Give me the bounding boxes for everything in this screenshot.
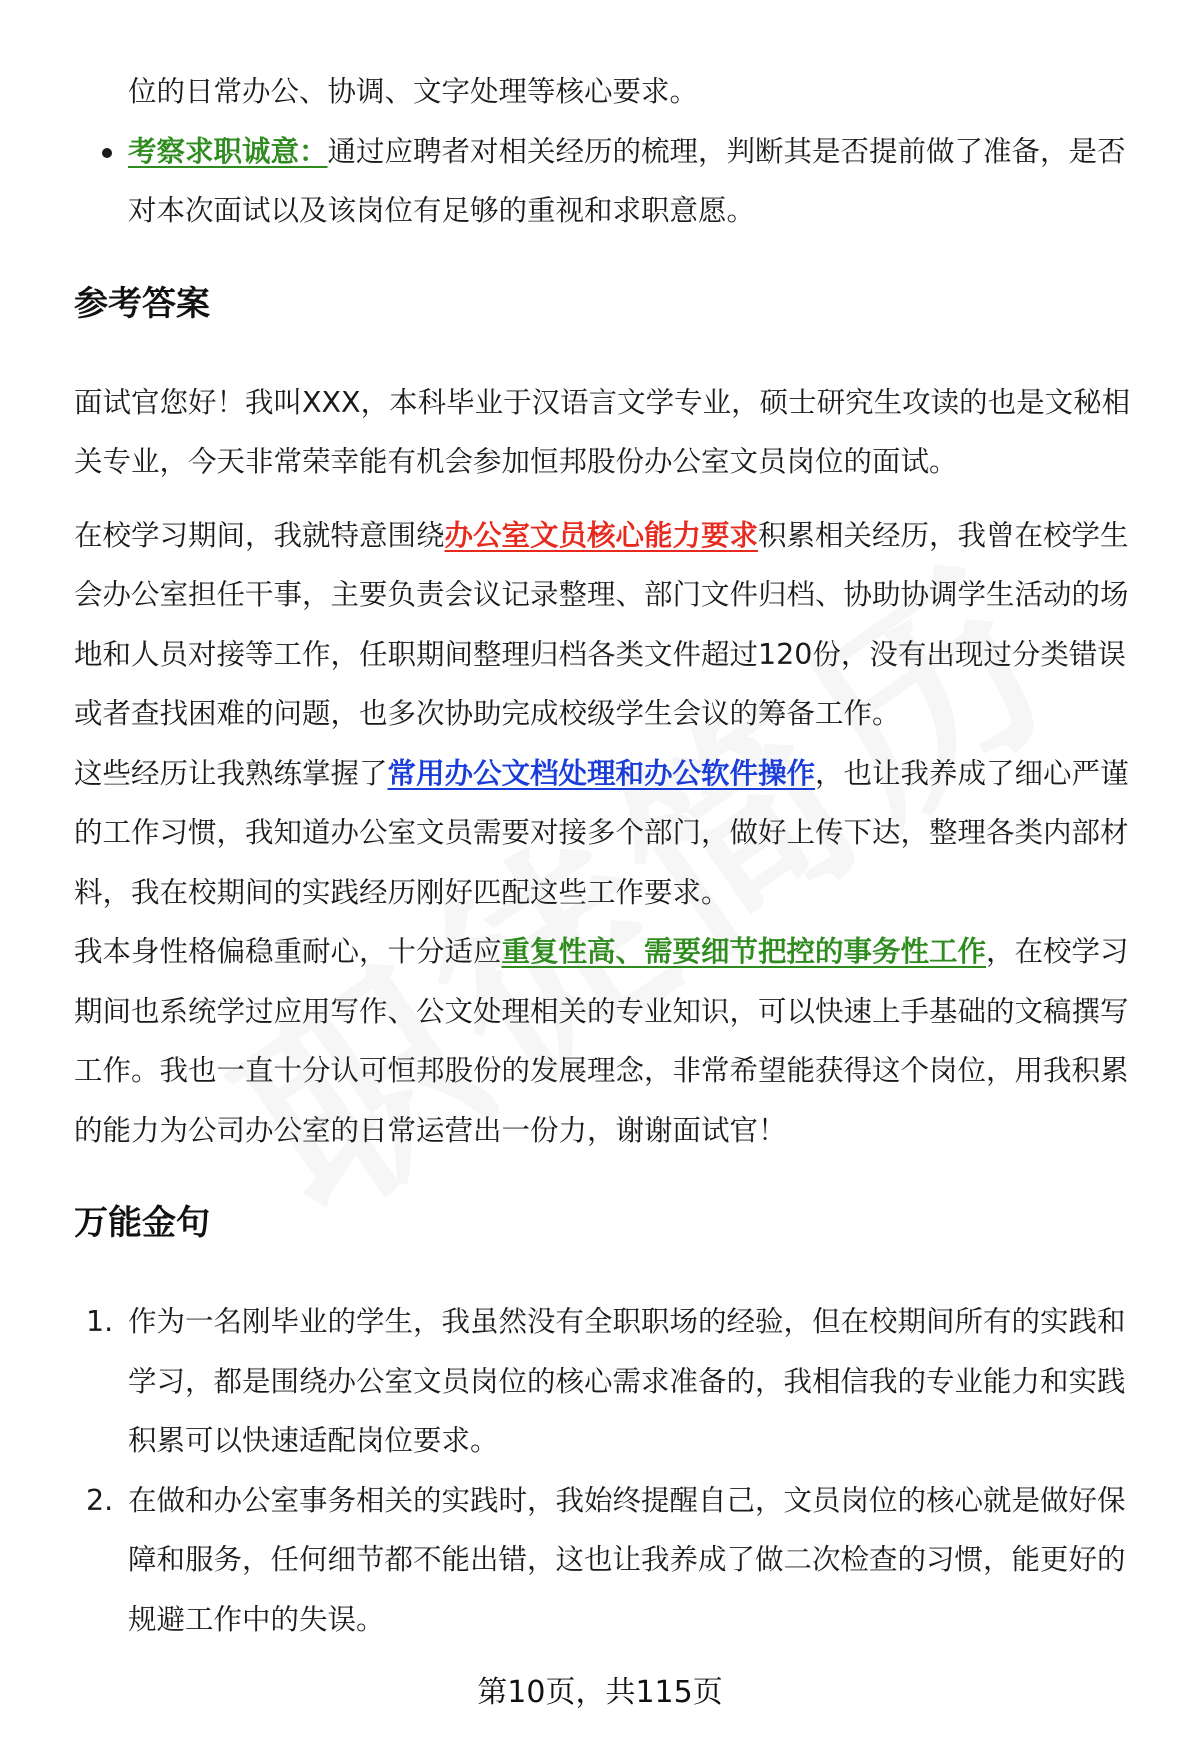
list-item-text: 在做和办公室事务相关的实践时，我始终提醒自己，文员岗位的核心就是做好保障和服务，任何细节都不能出错，这也让我养成了做二次检查的习惯，能更好的规避工作中的失误。	[128, 1483, 1126, 1636]
text-run: ，在校学习期间也系统学过应用写作、公文处理相关的专业知识，可以快速上手基础的文稿撰写工作。我也一直十分认可恒邦股份的发展理念，非常希望能获得这个岗位，用我积累的能力为公司办公室的日常运营出一份力，谢谢面试官！	[74, 935, 1129, 1147]
list-item	[74, 1471, 1144, 1650]
section-heading-golden: 万能金句	[74, 1203, 210, 1243]
document-page	[74, 62, 1144, 1649]
highlight-red: 办公室文员核心能力要求	[444, 518, 759, 552]
answer-paragraph-2	[74, 506, 1144, 744]
answer-paragraph-4	[74, 922, 1144, 1160]
text-run: 在校学习期间，我就特意围绕	[74, 518, 445, 552]
answer-paragraph-3	[74, 744, 1144, 923]
bullet-label: 考察求职诚意：	[128, 134, 328, 168]
text-run: 这些经历让我熟练掌握了	[74, 756, 388, 790]
bullet-dot-icon	[102, 148, 112, 158]
list-item	[74, 1292, 1144, 1471]
section-heading-answer: 参考答案	[74, 283, 210, 324]
highlight-green: 重复性高、需要细节把控的事务性工作	[501, 935, 987, 968]
text-run: 我本身性格偏稳重耐心，十分适应	[74, 935, 502, 968]
list-number: 1.	[86, 1305, 114, 1338]
bullet-continuation: 位的日常办公、协调、文字处理等核心要求。	[128, 75, 699, 108]
text-run: ，也让我养成了细心严谨的工作习惯，我知道办公室文员需要对接多个部门，做好上传下达，整理各类内部材料，我在校期间的实践经历刚好匹配这些工作要求。	[74, 756, 1129, 909]
page-footer: 第10页，共115页	[477, 1675, 723, 1710]
bullet-text: 通过应聘者对相关经历的梳理，判断其是否提前做了准备，是否对本次面试以及该岗位有足够的重视和求职意愿。	[128, 134, 1126, 227]
bullet-item	[74, 122, 1144, 241]
list-number: 2.	[86, 1483, 114, 1517]
highlight-blue: 常用办公文档处理和办公软件操作	[387, 756, 816, 790]
list-item-text: 作为一名刚毕业的学生，我虽然没有全职职场的经验，但在校期间所有的实践和学习，都是围绕办公室文员岗位的核心需求准备的，我相信我的专业能力和实践积累可以快速适配岗位要求。	[128, 1305, 1126, 1457]
text-run: 积累相关经历，我曾在校学生会办公室担任干事，主要负责会议记录整理、部门文件归档、协助协调学生活动的场地和人员对接等工作，任职期间整理归档各类文件超过120份，没有出现过分类错误或者查找困难的问题，也多次协助完成校级学生会议的筹备工作。	[74, 518, 1129, 730]
answer-paragraph-1: 面试官您好！我叫XXX，本科毕业于汉语言文学专业，硕士研究生攻读的也是文秘相关专业，今天非常荣幸能有机会参加恒邦股份办公室文员岗位的面试。	[74, 385, 1131, 478]
